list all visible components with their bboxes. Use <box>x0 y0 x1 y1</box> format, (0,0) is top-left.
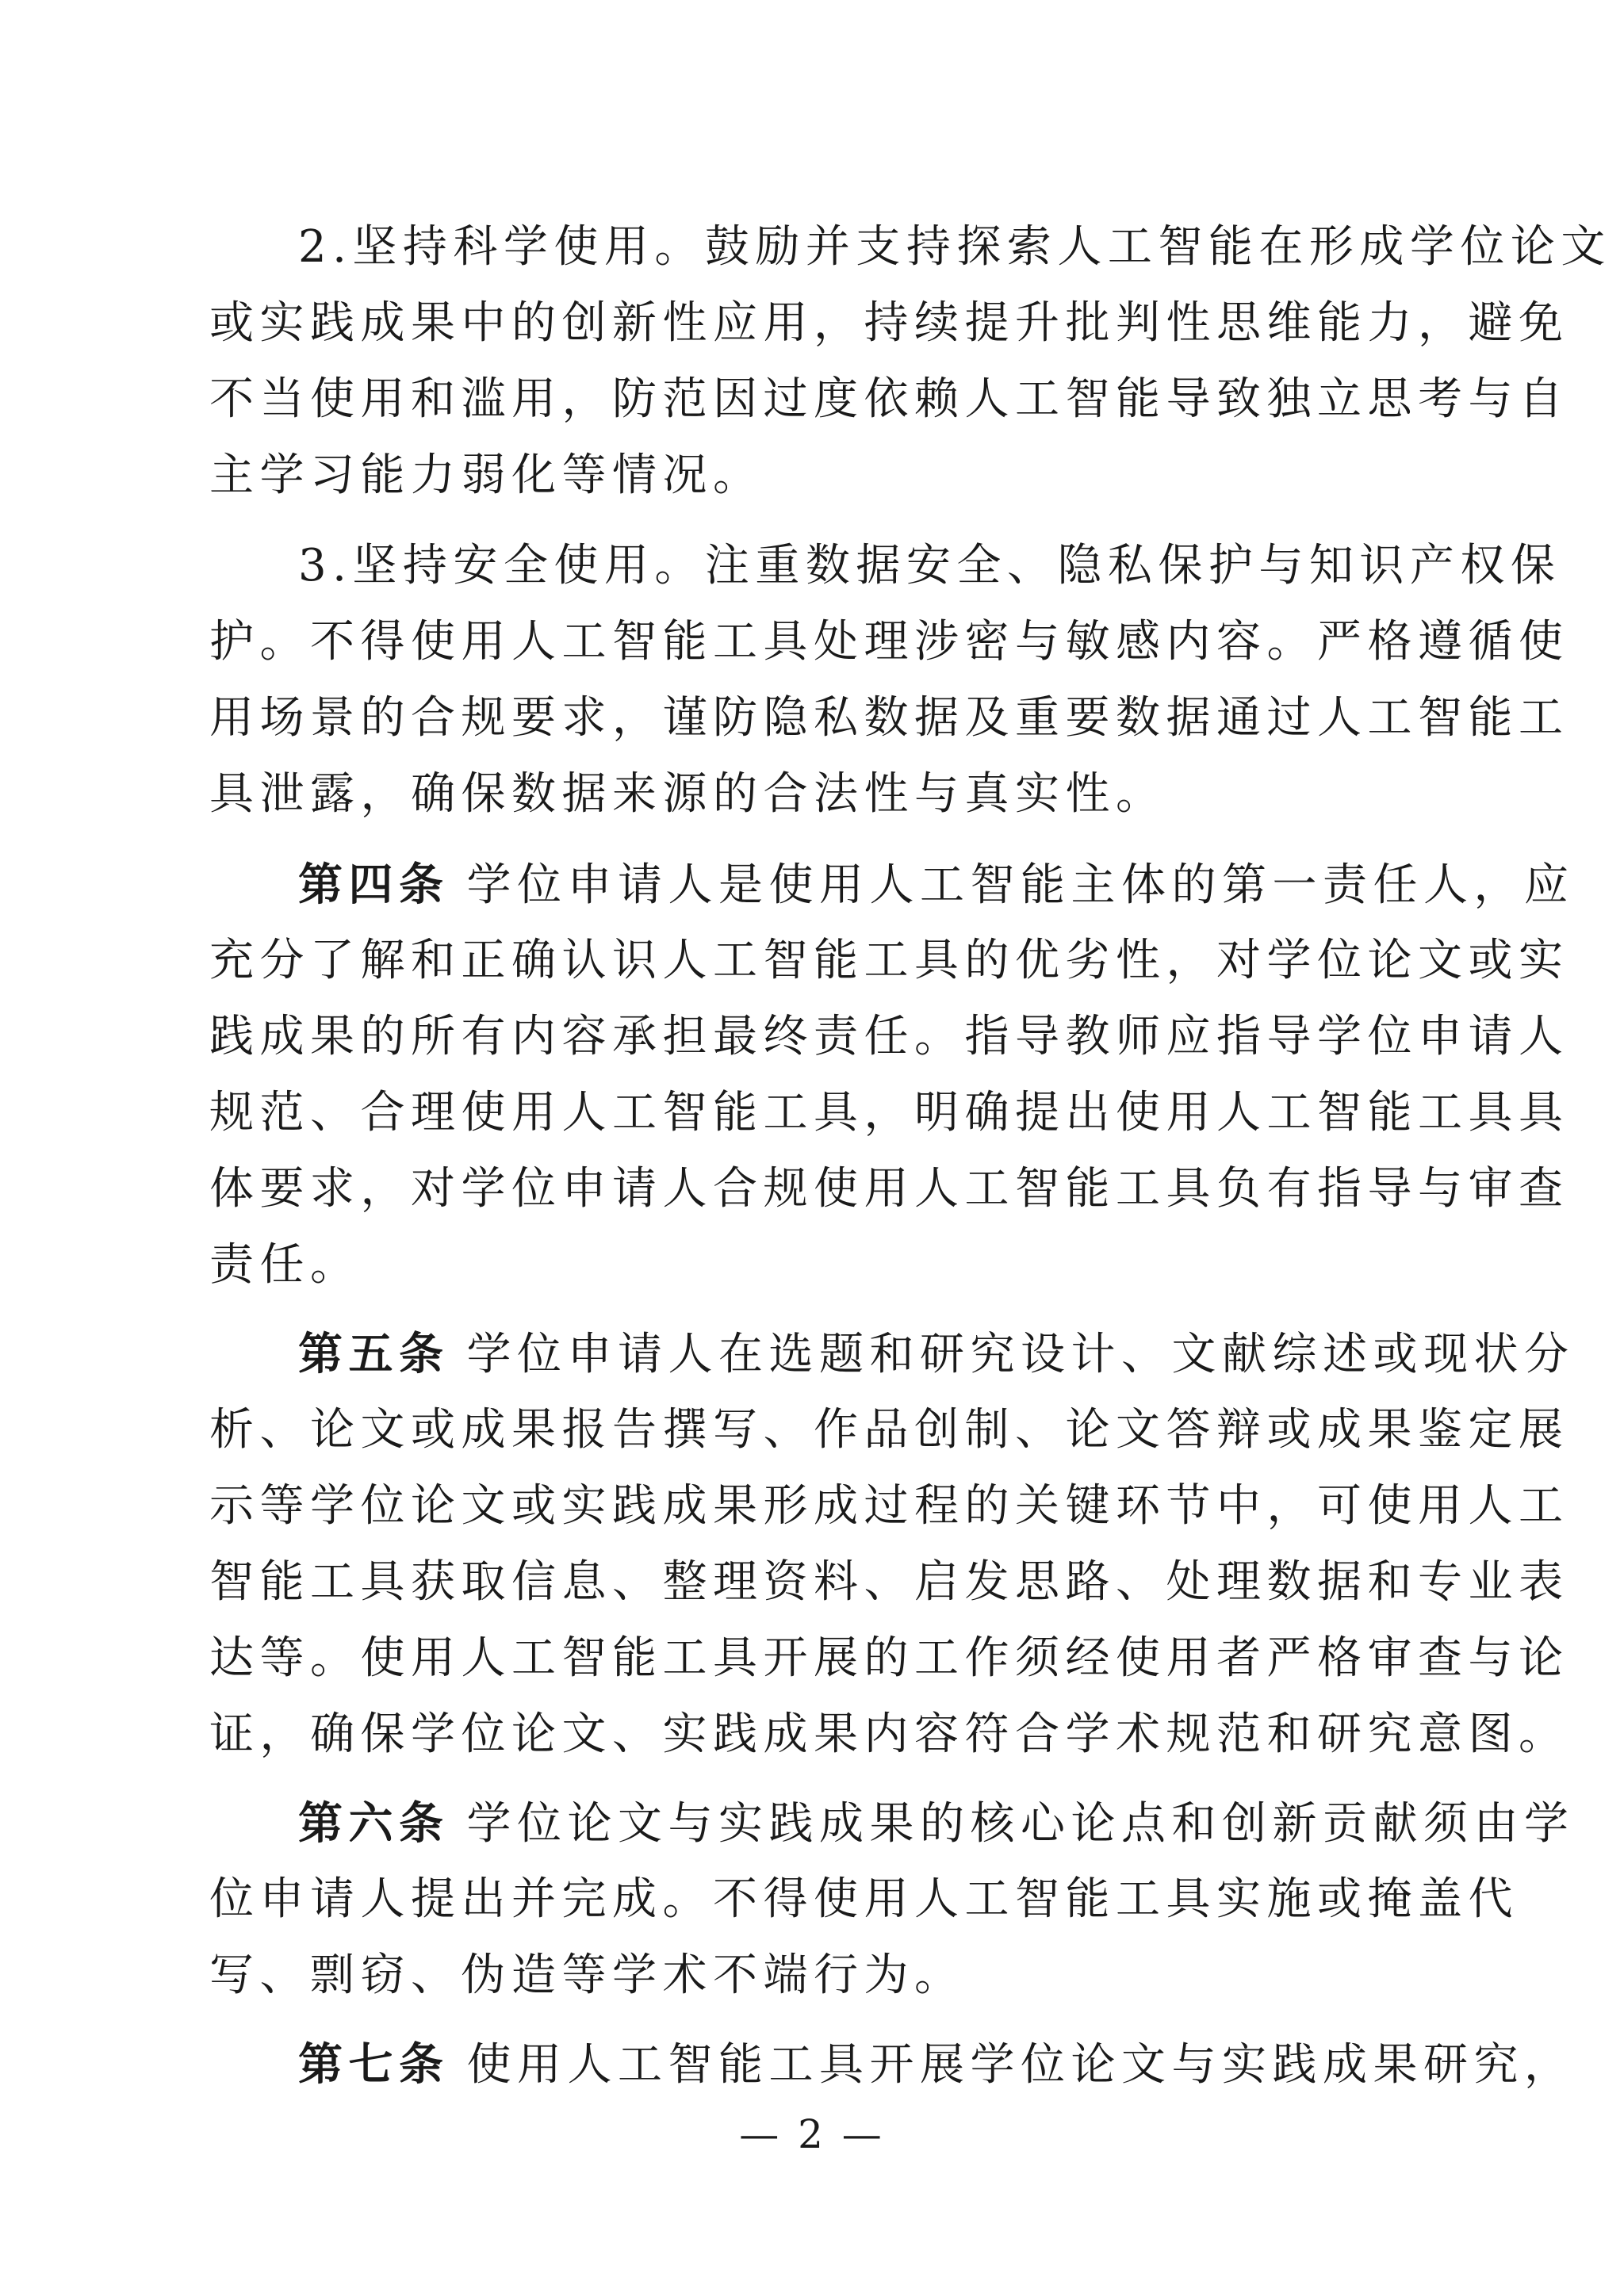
line-text: 达等。使用人工智能工具开展的工作须经使用者严格审查与论 <box>209 1632 1569 1684</box>
text-line <box>209 1392 1569 1468</box>
text-line <box>298 1316 1575 1392</box>
text-line <box>298 1785 1575 1862</box>
line-text: 使用人工智能工具开展学位论文与实践成果研究， <box>466 2039 1575 2091</box>
text-line <box>209 680 1569 756</box>
line-text: 主学习能力弱化等情况。 <box>209 450 764 501</box>
text-line <box>209 438 1415 514</box>
text-line <box>209 1151 1569 1227</box>
line-text: 用场景的合规要求，谨防隐私数据及重要数据通过人工智能工 <box>209 692 1569 744</box>
line-text: 责任。 <box>209 1239 361 1291</box>
line-text: 3.坚持安全使用。注重数据安全、隐私保护与知识产权保 <box>298 540 1561 591</box>
line-text: 写、剽窃、伪造等学术不端行为。 <box>209 1950 965 2001</box>
line-text: 智能工具获取信息、整理资料、启发思路、处理数据和专业表 <box>209 1556 1569 1608</box>
text-line <box>209 604 1569 680</box>
text-line <box>209 999 1569 1075</box>
line-text: 2.坚持科学使用。鼓励并支持探索人工智能在形成学位论文 <box>298 221 1611 273</box>
line-text: 护。不得使用人工智能工具处理涉密与敏感内容。严格遵循使 <box>209 616 1569 668</box>
text-line <box>209 756 1415 832</box>
line-text: 位申请人提出并完成。不得使用人工智能工具实施或掩盖代 <box>209 1873 1519 1925</box>
text-line <box>209 1468 1569 1544</box>
line-text: 析、论文或成果报告撰写、作品创制、论文答辩或成果鉴定展 <box>209 1404 1569 1456</box>
line-text: 证，确保学位论文、实践成果内容符合学术规范和研究意图。 <box>209 1709 1569 1760</box>
text-line <box>298 528 1561 604</box>
line-text: 或实践成果中的创新性应用，持续提升批判性思维能力，避免 <box>209 297 1569 349</box>
text-line <box>209 1227 1415 1303</box>
article-label: 第六条 <box>298 1797 450 1850</box>
line-text: 不当使用和滥用，防范因过度依赖人工智能导致独立思考与自 <box>209 373 1569 425</box>
line-text: 规范、合理使用人工智能工具，明确提出使用人工智能工具具 <box>209 1087 1569 1138</box>
text-line <box>209 923 1569 999</box>
text-line <box>209 1938 1415 2014</box>
text-line <box>209 1697 1569 1773</box>
text-line <box>209 285 1569 362</box>
article-label: 第七条 <box>298 2038 450 2091</box>
page-number: — 2 — <box>739 2111 885 2157</box>
line-text: 体要求，对学位申请人合规使用人工智能工具负有指导与审查 <box>209 1163 1569 1215</box>
text-line <box>298 209 1611 285</box>
text-line <box>298 847 1575 923</box>
line-text: 示等学位论文或实践成果形成过程的关键环节中，可使用人工 <box>209 1480 1569 1532</box>
text-line <box>209 1621 1569 1697</box>
line-text: 具泄露，确保数据来源的合法性与真实性。 <box>209 768 1166 820</box>
article-label: 第五条 <box>298 1328 450 1380</box>
text-line <box>209 1862 1519 1938</box>
text-line <box>209 1544 1569 1621</box>
line-text: 学位申请人在选题和研究设计、文献综述或现状分 <box>466 1329 1575 1380</box>
article-label: 第四条 <box>298 859 450 911</box>
line-text: 学位论文与实践成果的核心论点和创新贡献须由学 <box>466 1798 1575 1850</box>
text-line <box>298 2026 1575 2103</box>
line-text: 学位申请人是使用人工智能主体的第一责任人，应 <box>466 859 1575 911</box>
line-text: 践成果的所有内容承担最终责任。指导教师应指导学位申请人 <box>209 1011 1569 1062</box>
text-line <box>209 1075 1569 1151</box>
line-text: 充分了解和正确认识人工智能工具的优劣性，对学位论文或实 <box>209 935 1569 986</box>
text-line <box>209 362 1569 438</box>
